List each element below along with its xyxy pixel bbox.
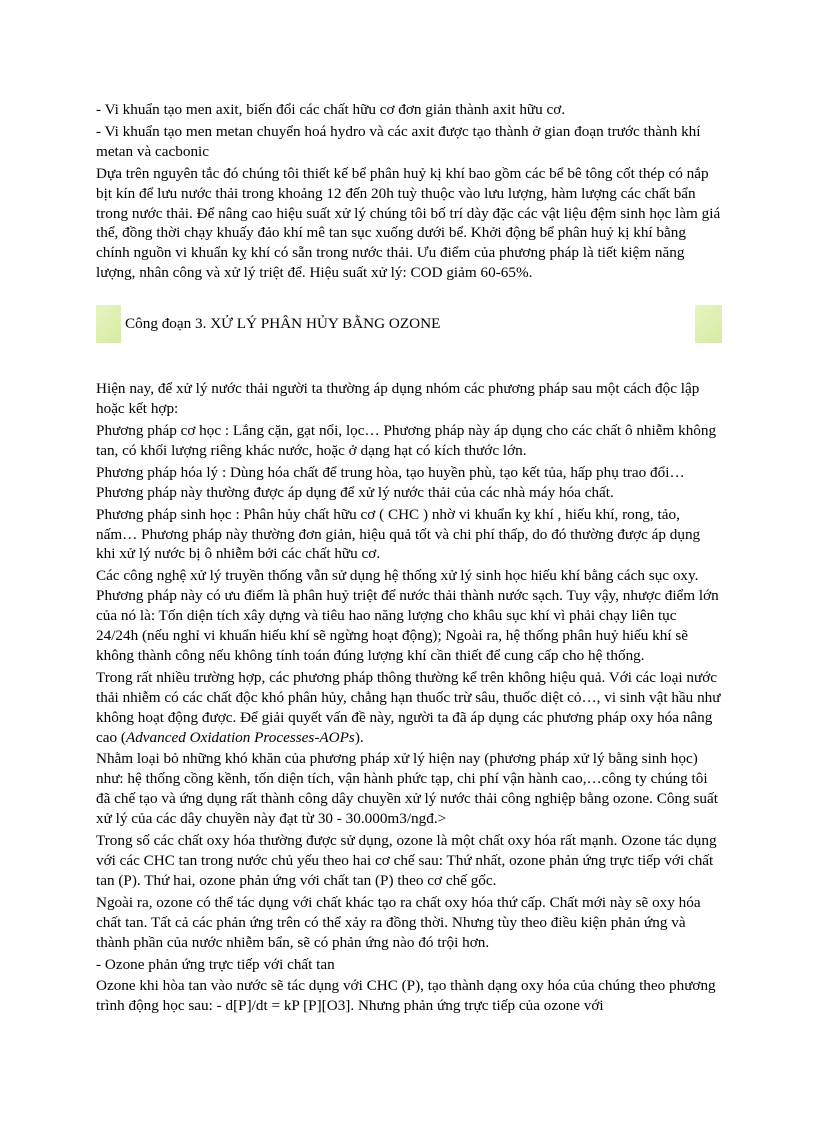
paragraph: Nhằm loại bỏ những khó khăn của phương pháp xử lý hiện nay (phương pháp xử lý bằng sinh học) như: hệ thống cồng kềnh, tốn diện tích, vận hành phức tạp, chi phí vận hành cao,…công ty chúng tôi đã chế tạo và ứng dụng rất thành công dây chuyền xử lý nước thải công nghiệp bằng ozone. Công suất xử lý của các dây chuyền này đạt từ 30 - 30.000m3/ngđ.> — [96, 750, 718, 828]
document-page — [96, 100, 722, 1018]
paragraph: - Vi khuẩn tạo men metan chuyển hoá hydro và các axit được tạo thành ở gian đoạn trước thành khí metan và cacbonic — [96, 122, 701, 160]
paragraph: Ngoài ra, ozone có thể tác dụng với chất khác tạo ra chất oxy hóa thứ cấp. Chất mới này sẽ oxy hóa chất tan. Tất cả các phản ứng trên có thể xảy ra đồng thời. Nhưng tùy theo điều kiện phản ứng và thành phần của nước nhiễm bẩn, sẽ có phản ứng nào đó trội hơn. — [96, 893, 701, 951]
paragraph: Phương pháp sinh học : Phân hủy chất hữu cơ ( CHC ) nhờ vi khuẩn kỵ khí , hiếu khí, rong, tảo, nấm… Phương pháp này thường đơn giản, hiệu quả tốt và chi phí thấp, do đó thường được áp dụng khi xử lý nước bị ô nhiễm bởi các chất hữu cơ. — [96, 505, 701, 563]
paragraph: Phương pháp hóa lý : Dùng hóa chất để trung hòa, tạo huyền phù, tạo kết tủa, hấp phụ trao đổi… Phương pháp này thường được áp dụng để xử lý nước thải của các nhà máy hóa chất. — [96, 463, 685, 501]
paragraph: Ozone khi hòa tan vào nước sẽ tác dụng với CHC (P), tạo thành dạng oxy hóa của chúng theo phương trình động học sau: - d[P]/dt = kP [P][O3]. Nhưng phản ứng trực tiếp của ozone với — [96, 977, 716, 1015]
paragraph: - Ozone phản ứng trực tiếp với chất tan — [96, 955, 335, 973]
aop-term: Advanced Oxidation Processes-AOPs — [125, 728, 355, 746]
section-title: Công đoạn 3. XỬ LÝ PHÂN HỦY BẰNG OZONE — [125, 315, 441, 333]
paragraph: - Vi khuẩn tạo men axit, biến đổi các chất hữu cơ đơn giản thành axit hữu cơ. — [96, 101, 566, 118]
aop-text-after: ). — [354, 728, 364, 746]
paragraph-aop — [96, 668, 722, 748]
heading-decoration-right — [695, 305, 722, 343]
paragraph: Phương pháp cơ học : Lắng cặn, gạt nổi, lọc… Phương pháp này áp dụng cho các chất ô nhiễm không tan, có khối lượng riêng khác nước, hoặc ở dạng hạt có kích thước lớn. — [96, 421, 717, 459]
heading-decoration-left — [96, 305, 121, 343]
paragraph: Các công nghệ xử lý truyền thống vẫn sử dụng hệ thống xử lý sinh học hiếu khí bằng cách sục oxy. Phương pháp này có ưu điểm là phân huỷ triệt để nước thải thành nước sạch. Tuy vậy, nhược điểm lớn của nó là: Tốn diện tích xây dựng và tiêu hao năng lượng cho khâu sục khí vì phải chạy liên tục 24/24h (nếu nghỉ vi khuẩn hiếu khí sẽ ngừng hoạt động); Ngoài ra, hệ thống phân huỷ hiếu khí sẽ không thành công nếu không tính toán đúng lượng khí cần thiết để cung cấp cho hệ thống. — [96, 567, 719, 664]
aop-text-before: Trong rất nhiều trường hợp, các phương pháp thông thường kể trên không hiệu quả. Với các loại nước thải nhiễm có các chất độc khó phân hủy, chẳng hạn thuốc trừ sâu, thuốc diệt cỏ…, vi sinh vật hầu như không hoạt động được. Để giải quyết vấn đề này, người ta đã áp dụng các phương pháp oxy hóa nâng cao ( — [96, 668, 721, 746]
paragraph: Trong số các chất oxy hóa thường được sử dụng, ozone là một chất oxy hóa rất mạnh. Ozone tác dụng với các CHC tan trong nước chủ yếu theo hai cơ chế sau: Thứ nhất, ozone phản ứng trực tiếp với chất tan (P). Thứ hai, ozone phản ứng với chất tan (P) theo cơ chế gốc. — [96, 832, 717, 889]
paragraph: Dựa trên nguyên tắc đó chúng tôi thiết kế bể phân huỷ kị khí bao gồm các bể bê tông cốt thép có nắp bịt kín để lưu nước thải trong khoảng 12 đến 20h tuỳ thuộc vào lưu lượng, hàm lượng các chất bẩn trong nước thải. Để nâng cao hiệu suất xử lý chúng tôi bố trí dày đặc các vật liệu đệm sinh học làm giá thể, đồng thời chạy khuấy đảo khí mê tan sục xuống dưới bể. Khởi động bể phân huỷ kị khí bằng chính nguồn vi khuẩn kỵ khí có sẵn trong nước thải. Ưu điểm của phương pháp là tiết kiệm năng lượng, nhân công và xử lý triệt để. Hiệu suất xử lý: COD giảm 60-65%. — [96, 164, 721, 282]
section-heading — [96, 305, 722, 343]
paragraph: Hiện nay, để xử lý nước thải người ta thường áp dụng nhóm các phương pháp sau một cách độc lập hoặc kết hợp: — [96, 380, 700, 418]
